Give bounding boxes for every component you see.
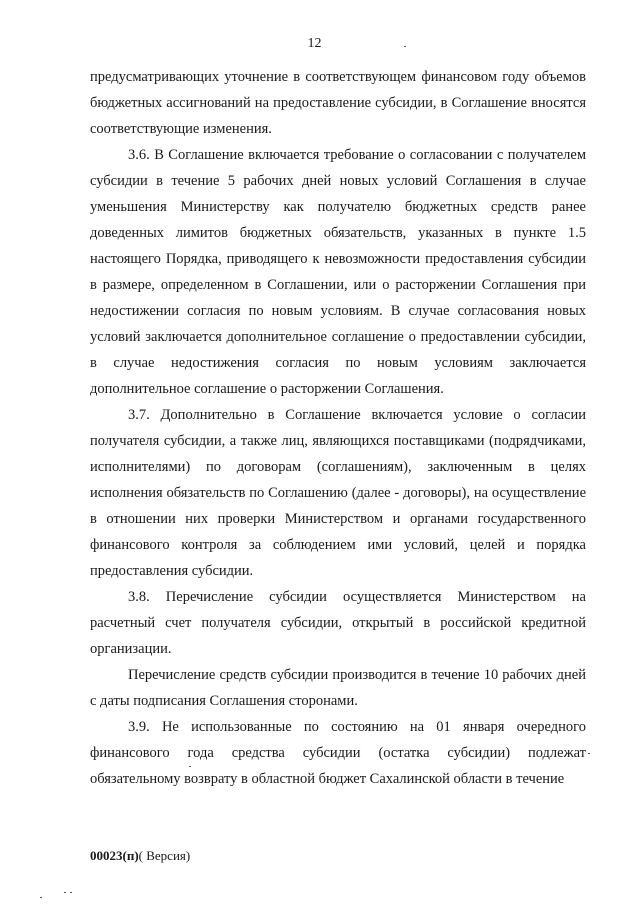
scan-speck xyxy=(70,892,72,893)
paragraph-continuation: предусматривающих уточнение в соответствующем финансовом году объемов бюджетных ассигнований на предоставление субсидии, в Соглашение вносятся соответствующие изменения. xyxy=(90,69,586,137)
scan-speck xyxy=(404,46,406,47)
paragraph-transfer-terms: Перечисление средств субсидии производится в течение 10 рабочих дней с даты подписания Соглашения сторонами. xyxy=(90,667,586,709)
page-number: 12 xyxy=(307,36,322,51)
document-code: 00023(п) xyxy=(90,848,139,863)
scan-speck xyxy=(40,897,42,898)
paragraph-3-6: 3.6. В Соглашение включается требование о согласовании с получателем субсидии в течение 5 рабочих дней новых условий Соглашения в случае уменьшения Министерству как получателю бюджетных средств ранее доведенных лимитов бюджетных обязательств, указанных в пункте 1.5 настоящего Порядка, приводящего к невозможности предоставления субсидии в размере, определенном в Соглашении, или о расторжении Соглашения при недостижении согласия по новым условиям. В случае согласования новых условий заключается дополнительное соглашение о предоставлении субсидии, в случае недостижения согласия по новым условиям заключается дополнительное соглашение о расторжении Соглашения. xyxy=(90,147,586,397)
paragraph-3-8: 3.8. Перечисление субсидии осуществляется Министерством на расчетный счет получателя субсидии, открытый в российской кредитной организации. xyxy=(90,589,586,657)
scan-speck xyxy=(64,892,66,893)
document-footer xyxy=(90,848,190,864)
scan-speck xyxy=(189,766,191,767)
paragraph-3-7: 3.7. Дополнительно в Соглашение включается условие о согласии получателя субсидии, а также лиц, являющихся поставщиками (подрядчиками, исполнителями) по договорам (соглашениям), заключенным в целях исполнения обязательств по Соглашению (далее - договоры), на осуществление в отношении них проверки Министерством и органами государственного финансового контроля за соблюдением ими условий, целей и порядка предоставления субсидии. xyxy=(90,407,586,579)
scan-speck xyxy=(588,753,590,754)
paragraph-3-9: 3.9. Не использованные по состоянию на 01 января очередного финансового года средства субсидии (остатка субсидии) подлежат обязательному возврату в областной бюджет Сахалинской области в течение xyxy=(90,719,586,787)
document-body xyxy=(90,64,586,792)
document-version: ( Версия) xyxy=(138,848,191,863)
